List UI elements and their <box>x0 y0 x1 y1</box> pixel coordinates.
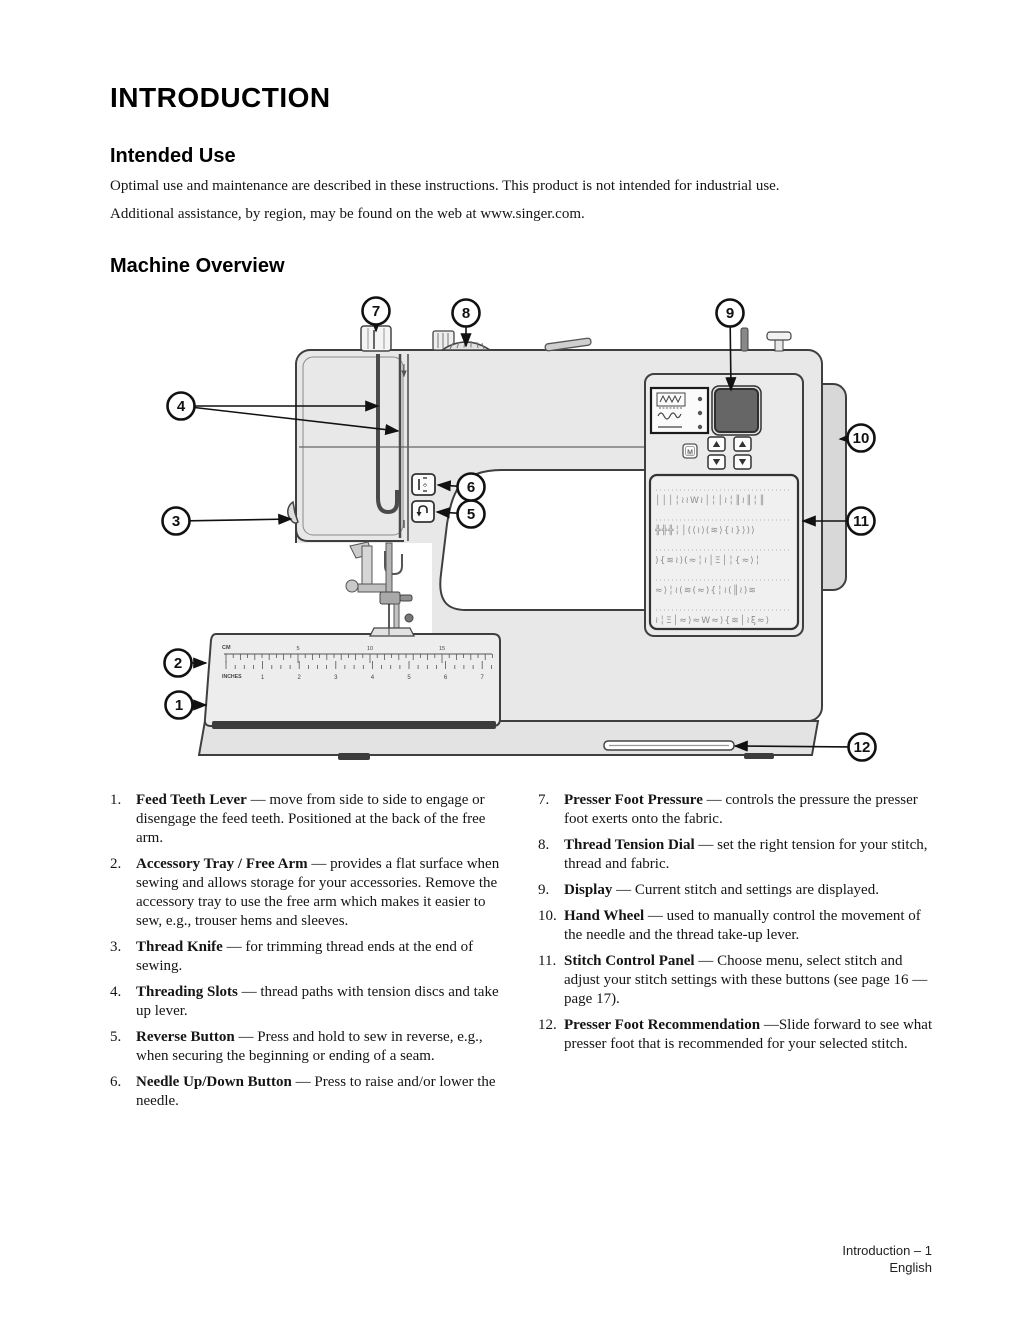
svg-text:≀╎Ξ│≈⟩≈W≈⟩{≋│≀ξ≈⟩: ≀╎Ξ│≈⟩≈W≈⟩{≋│≀ξ≈⟩ <box>655 616 771 626</box>
legend-item <box>538 836 936 874</box>
legend-item-text: Presser Foot Pressure — controls the pressure the presser foot exerts onto the fabric. <box>564 792 918 827</box>
callout-10-number: 10 <box>852 430 870 448</box>
legend-item <box>110 983 506 1021</box>
legend-item <box>110 791 506 848</box>
legend-item-text: Needle Up/Down Button — Press to raise and/or lower the needle. <box>136 1074 496 1109</box>
callout-3-arrow <box>190 519 292 521</box>
callout-6-number: 6 <box>466 479 476 497</box>
svg-text:5: 5 <box>296 646 300 652</box>
page-footer <box>842 1242 932 1276</box>
svg-text:2: 2 <box>297 675 301 681</box>
svg-text:){≋≀)(≈╎≀│Ξ│╎{≈⟩╎: ){≋≀)(≈╎≀│Ξ│╎{≈⟩╎ <box>655 556 762 566</box>
legend-item <box>538 791 936 829</box>
intended-use-paragraph-2: Additional assistance, by region, may be found on the web at www.singer.com. <box>110 206 585 222</box>
callout-11-number: 11 <box>853 513 869 531</box>
svg-text:3: 3 <box>334 675 338 681</box>
svg-text:7: 7 <box>480 675 484 681</box>
footer-page-label: Introduction – 1 <box>842 1243 932 1258</box>
legend-item-text: Hand Wheel — used to manually control the movement of the needle and the thread take-up lever. <box>564 908 921 943</box>
svg-text:10: 10 <box>366 646 374 652</box>
callout-3-number: 3 <box>171 513 181 531</box>
display-screen <box>712 386 761 435</box>
legend-item-number: 1. <box>110 792 122 808</box>
legend-item-number: 6. <box>110 1074 122 1090</box>
callout-4-number: 4 <box>176 398 186 416</box>
legend-item <box>110 1073 506 1111</box>
accessory-tray <box>205 634 500 726</box>
presser-foot <box>370 628 414 636</box>
legend-item <box>110 855 506 931</box>
spool-cap <box>767 332 791 351</box>
svg-text:╬╬╬╎│(⟨≀⟩(≋⟩{≀}⟩)⟩: ╬╬╬╎│(⟨≀⟩(≋⟩{≀}⟩)⟩ <box>655 526 756 536</box>
ruler-inches-label: INCHES <box>222 674 242 680</box>
needle-bar <box>386 543 392 595</box>
legend-column-left <box>110 791 506 1118</box>
legend-item-text: Feed Teeth Lever — move from side to side to engage or disengage the feed teeth. Positioned at the back of the free arm. <box>136 792 486 846</box>
legend-column-right <box>538 791 936 1118</box>
legend-item-number: 9. <box>538 882 550 898</box>
svg-text:6: 6 <box>443 675 448 681</box>
intended-use-heading: Intended Use <box>110 145 236 167</box>
legend-item-number: 12. <box>538 1017 557 1033</box>
legend-item-number: 2. <box>110 856 122 872</box>
legend-item-number: 5. <box>110 1029 122 1045</box>
legend-item <box>110 1028 506 1066</box>
mode-indicator-box <box>651 388 708 433</box>
callout-7-number: 7 <box>371 303 381 321</box>
callout-12-arrow <box>735 746 849 747</box>
legend-item-number: 3. <box>110 939 122 955</box>
svg-text:5: 5 <box>407 675 411 681</box>
page-title: INTRODUCTION <box>110 82 331 113</box>
legend-item-text: Thread Tension Dial — set the right tension for your stitch, thread and fabric. <box>564 837 928 872</box>
m-button <box>683 444 697 458</box>
reverse-button <box>412 501 434 522</box>
base-foot-right <box>744 753 774 759</box>
legend-item <box>538 1016 936 1054</box>
page-header <box>0 0 1024 278</box>
tray-dark-strip <box>212 721 496 729</box>
footer-language-label: English <box>889 1260 932 1275</box>
legend-item-text: Presser Foot Recommendation —Slide forward to see what presser foot that is recommended for your selected stitch. <box>564 1017 933 1052</box>
svg-text:│││╎≀≀W≀│╎│≀╎║≀║╎║: │││╎≀≀W≀│╎│≀╎║≀║╎║ <box>655 496 766 506</box>
mode-led-3 <box>698 425 702 429</box>
thread-guide-pin <box>741 328 748 351</box>
parts-legend <box>110 791 936 1118</box>
legend-item-number: 11. <box>538 953 557 969</box>
mode-led-1 <box>698 397 702 401</box>
callout-9-arrow <box>730 327 731 391</box>
legend-item <box>538 952 936 1009</box>
legend-item-text: Stitch Control Panel — Choose menu, select stitch and adjust your stitch settings with these buttons (see page 16 —page 17). <box>564 953 928 1007</box>
legend-item-text: Reverse Button — Press and hold to sew in reverse, e.g., when securing the beginning or ending of a seam. <box>136 1029 483 1064</box>
legend-item-text: Accessory Tray / Free Arm — provides a flat surface when sewing and allows storage for your accessories. Remove the accessory tray to use the free arm which makes it easier to sew, e.g., trouser hems and sleeves. <box>136 856 500 929</box>
callout-9-number: 9 <box>725 305 735 323</box>
intended-use-paragraph-1: Optimal use and maintenance are described in these instructions. This product is not intended for industrial use. <box>110 178 780 194</box>
legend-item-number: 8. <box>538 837 550 853</box>
legend-item-text: Display — Current stitch and settings are displayed. <box>564 882 879 898</box>
legend-item <box>110 938 506 976</box>
mode-led-2 <box>698 411 702 415</box>
needle-clamp <box>380 592 400 604</box>
svg-text:M: M <box>687 449 693 457</box>
callout-1-number: 1 <box>174 697 184 715</box>
presser-foot-recommendation-slide <box>604 741 734 750</box>
legend-item-text: Thread Knife — for trimming thread ends at the end of sewing. <box>136 939 474 974</box>
legend-item-number: 10. <box>538 908 557 924</box>
legend-item-number: 4. <box>110 984 122 1000</box>
legend-item-number: 7. <box>538 792 550 808</box>
legend-item-text: Threading Slots — thread paths with tension discs and take up lever. <box>136 984 499 1019</box>
machine-diagram <box>0 293 1024 778</box>
svg-text:1: 1 <box>260 675 265 681</box>
svg-text:≈⟩╎≀(≋(≈){╎≀(║≀)≋: ≈⟩╎≀(≋(≈){╎≀(║≀)≋ <box>655 586 758 596</box>
needle-updown-button <box>412 474 435 495</box>
callout-12-number: 12 <box>853 739 871 757</box>
legend-item <box>538 907 936 945</box>
legend-item <box>538 881 936 900</box>
callout-5-number: 5 <box>466 506 476 524</box>
ruler-cm-label: CM <box>222 645 231 651</box>
base-foot-left <box>338 753 370 760</box>
machine-overview-heading: Machine Overview <box>110 255 285 277</box>
svg-text:4: 4 <box>370 675 375 681</box>
callout-8-number: 8 <box>461 305 471 323</box>
callout-2-number: 2 <box>173 655 183 673</box>
svg-text:15: 15 <box>438 646 446 652</box>
